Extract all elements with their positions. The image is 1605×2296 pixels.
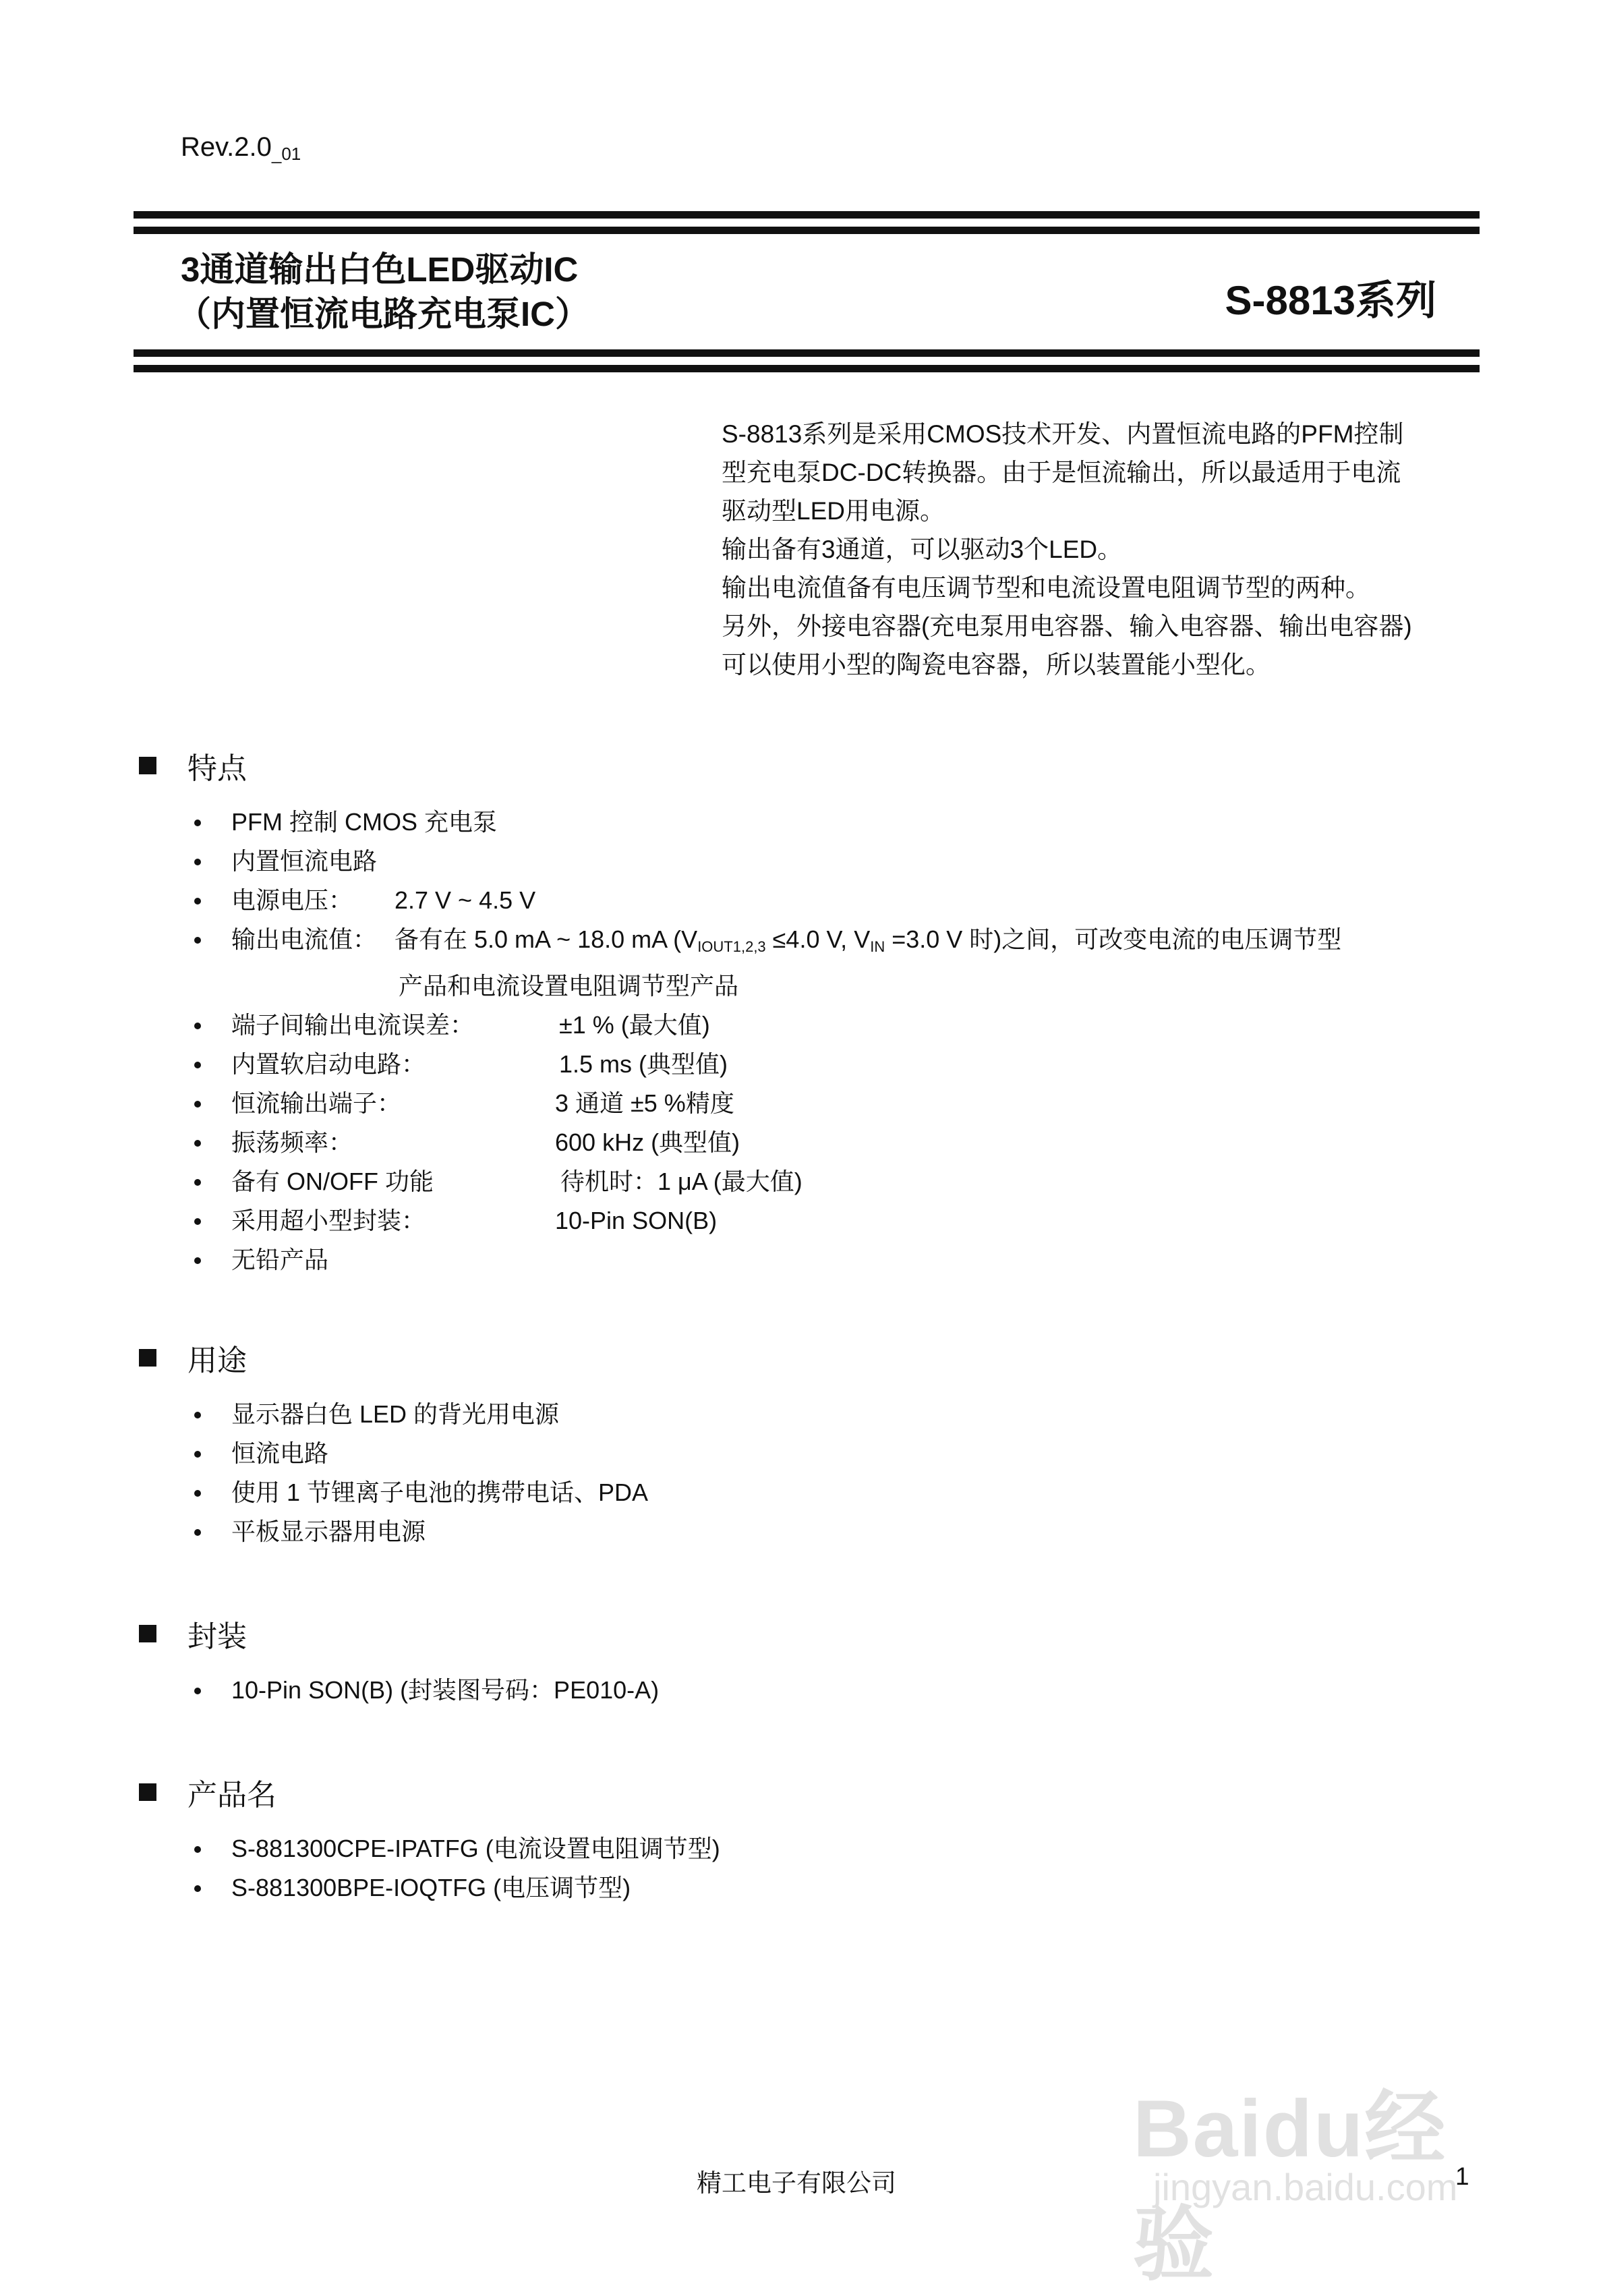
section-title: 封装	[187, 1620, 247, 1653]
applications-heading	[139, 1338, 648, 1378]
applications-list	[139, 1395, 648, 1551]
feature-label: 恒流输出端子：	[231, 1089, 402, 1117]
intro-line: S-8813系列是采用CMOS技术开发、内置恒流电路的PFM控制	[722, 420, 1404, 448]
list-item	[139, 1240, 1341, 1280]
feature-value: 1.5 ms (典型值)	[559, 1050, 728, 1078]
square-bullet-icon	[139, 1349, 156, 1367]
list-item	[139, 1201, 1341, 1240]
feature-label: 备有 ON/OFF 功能	[231, 1168, 434, 1195]
feature-value: ±1 % (最大值)	[559, 1011, 710, 1039]
products-heading	[139, 1772, 720, 1812]
package-section	[139, 1613, 659, 1710]
intro-line: 另外，外接电容器(充电泵用电容器、输入电容器、输出电容器)	[722, 612, 1412, 640]
feature-value: 备有在 5.0 mA ~ 18.0 mA ($V_{IOUT1,2,3} \le 4.0$ V, $V_{IN} =3.0$ V 时)之间，可改变电流的电压调节型	[395, 925, 1342, 955]
intro-line: 驱动型LED用电源。	[722, 497, 945, 525]
feature-label: 端子间输出电流误差：	[231, 1011, 475, 1039]
section-title: 用途	[187, 1344, 247, 1377]
feature-value: 待机时：1 μA (最大值)	[560, 1168, 802, 1195]
intro-line: 输出电流值备有电压调节型和电流设置电阻调节型的两种。	[722, 574, 1370, 602]
header-rule-top-1	[134, 211, 1480, 219]
feature-value: 2.7 V ~ 4.5 V	[395, 886, 536, 914]
square-bullet-icon	[139, 1783, 156, 1801]
footer-company: 精工电子有限公司	[697, 2169, 896, 2197]
feature-label: 采用超小型封装：	[231, 1207, 426, 1234]
features-list	[139, 803, 1341, 1280]
list-item: 使用 1 节锂离子电池的携带电话、PDA	[139, 1473, 648, 1512]
section-title: 产品名	[187, 1779, 276, 1812]
revision-label: $Rev.2.0_{\_01}$	[181, 132, 301, 164]
list-item: S-881300CPE-IPATFG (电流设置电阻调节型)	[139, 1829, 720, 1868]
list-item	[139, 1084, 1341, 1123]
section-title: 特点	[187, 752, 247, 785]
list-item	[139, 1123, 1341, 1162]
header-rule-top-2	[134, 227, 1480, 234]
doc-title-line2: （内置恒流电路充电泵IC）	[177, 295, 590, 333]
feature-value: 3 通道 ±5 %精度	[555, 1089, 734, 1117]
square-bullet-icon	[139, 1625, 156, 1642]
list-item	[139, 881, 1341, 920]
header-rule-bottom-1	[134, 349, 1480, 357]
package-heading	[139, 1613, 659, 1654]
list-item	[139, 803, 1341, 842]
feature-label: 输出电流值：	[231, 925, 378, 953]
feature-value: 10-Pin SON(B)	[555, 1207, 718, 1234]
intro-line: 型充电泵DC-DC转换器。由于是恒流输出，所以最适用于电流	[722, 459, 1401, 486]
watermark-brand: Baidu经验	[1133, 2084, 1447, 2290]
feature-value: 600 kHz (典型值)	[555, 1128, 740, 1156]
watermark	[1133, 2037, 1511, 2290]
feature-label: 内置恒流电路	[231, 847, 378, 875]
list-item: S-881300BPE-IOQTFG (电压调节型)	[139, 1868, 720, 1907]
list-item	[139, 1045, 1341, 1084]
package-list	[139, 1671, 659, 1710]
list-item: 平板显示器用电源	[139, 1512, 648, 1551]
applications-section	[139, 1338, 648, 1551]
square-bullet-icon	[139, 757, 156, 774]
feature-value-continued: 产品和电流设置电阻调节型产品	[399, 972, 739, 1000]
feature-label: 无铅产品	[231, 1246, 329, 1273]
products-section	[139, 1772, 720, 1907]
features-section	[139, 745, 1341, 1280]
series-name: S-8813系列	[1225, 278, 1436, 323]
feature-label: PFM 控制 CMOS 充电泵	[231, 808, 497, 836]
list-item	[139, 842, 1341, 881]
page-number: 1	[1455, 2162, 1469, 2190]
intro-line: 可以使用小型的陶瓷电容器，所以装置能小型化。	[722, 651, 1271, 679]
features-heading	[139, 745, 1341, 786]
doc-title-line1: 3通道输出白色LED驱动IC	[181, 250, 579, 289]
header-rule-bottom-2	[134, 365, 1480, 372]
intro-line: 输出备有3通道，可以驱动3个LED。	[722, 536, 1123, 563]
list-item	[139, 920, 1341, 1006]
list-item: 恒流电路	[139, 1434, 648, 1473]
intro-paragraph	[722, 415, 1490, 684]
list-item: 显示器白色 LED 的背光用电源	[139, 1395, 648, 1434]
feature-label: 内置软启动电路：	[231, 1050, 426, 1078]
feature-label: 振荡频率：	[231, 1128, 353, 1156]
watermark-url: jingyan.baidu.com	[1153, 2166, 1458, 2208]
feature-label: 电源电压：	[231, 886, 353, 914]
products-list	[139, 1829, 720, 1907]
list-item	[139, 1162, 1341, 1201]
list-item: 10-Pin SON(B) (封装图号码：PE010-A)	[139, 1671, 659, 1710]
list-item	[139, 1006, 1341, 1045]
